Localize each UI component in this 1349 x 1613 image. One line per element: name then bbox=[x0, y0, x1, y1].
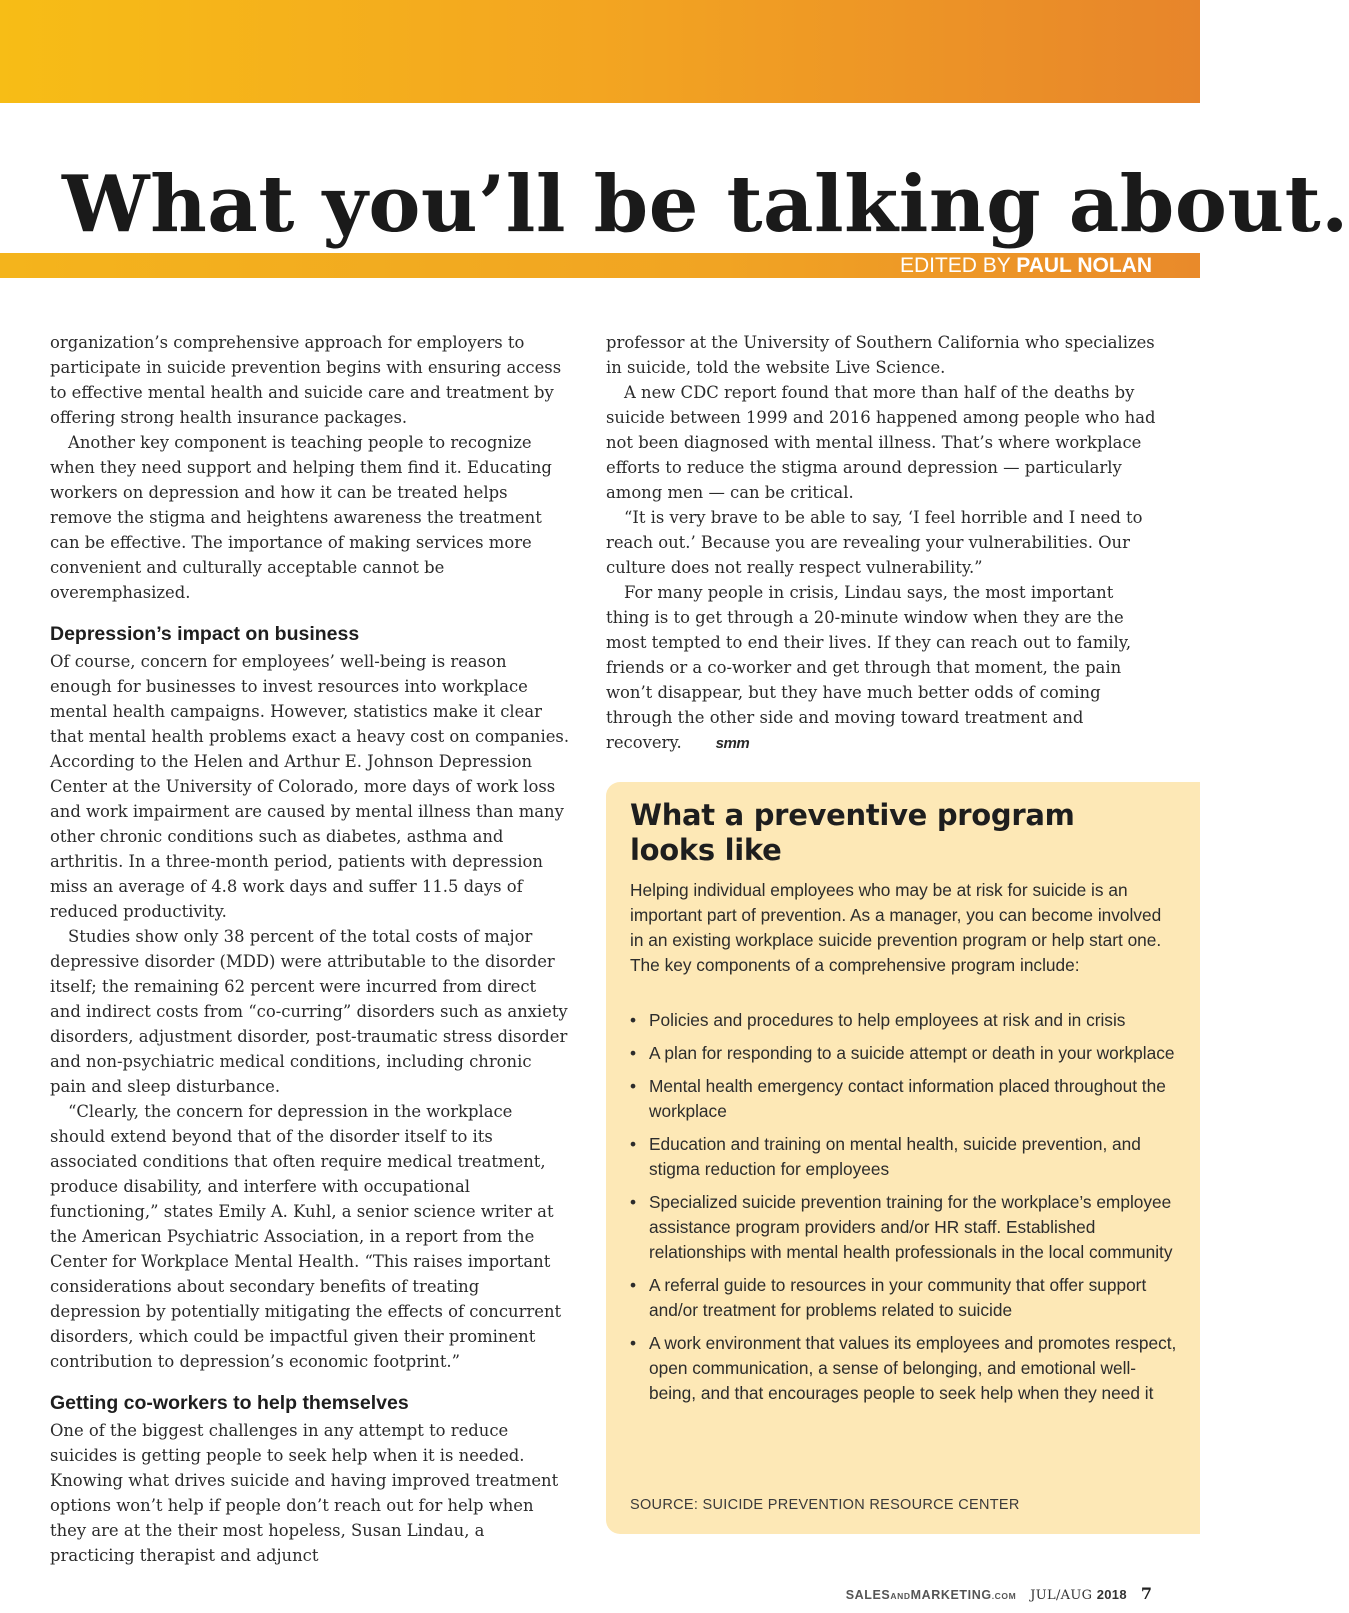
body-paragraph: A new CDC report found that more than half of the deaths by suicide between 1999 and 2016 happened among people who had not been diagnosed with mental illness. That’s where workplace efforts to reduce the stigma around depression — particularly among men — can be critical. bbox=[606, 383, 1156, 502]
site-part: .COM bbox=[991, 1591, 1017, 1601]
bullet-icon: • bbox=[630, 1076, 637, 1096]
sidebar-source: SOURCE: SUICIDE PREVENTION RESOURCE CENTER bbox=[630, 1497, 1020, 1513]
site-part: MARKETING bbox=[910, 1588, 992, 1602]
site-part: AND bbox=[890, 1591, 911, 1601]
list-item-text: A plan for responding to a suicide attempt or death in your workplace bbox=[649, 1043, 1175, 1063]
sidebar-intro: Helping individual employees who may be at risk for suicide is an important part of prevention. As a manager, you can become involved in an existing workplace suicide prevention program or help start one. The key components of a comprehensive program include: bbox=[630, 880, 1162, 975]
editor-name: PAUL NOLAN bbox=[1016, 254, 1152, 277]
issue-date bbox=[1030, 1587, 1127, 1603]
sidebar-list bbox=[630, 1008, 1180, 1414]
body-paragraph-text: For many people in crisis, Lindau says, the most important thing is to get through a 20-minute window when they are the most tempted to end their lives. If they can reach out to family, friends or a co-worker and get through that moment, the pain won’t disappear, but they have much better odds of coming through the other side and moving toward treatment and recovery. bbox=[606, 583, 1132, 752]
body-paragraph-last bbox=[606, 580, 1160, 756]
smm-end-mark: smm bbox=[715, 735, 750, 752]
body-paragraph: professor at the University of Southern California who specializes in suicide, told the website Live Science. bbox=[606, 333, 1155, 377]
sidebar-title: What a preventive program looks like bbox=[630, 798, 1075, 867]
right-column bbox=[606, 330, 1160, 756]
body-paragraph: organization’s comprehensive approach for employers to participate in suicide prevention begins with ensuring access to effective mental health and suicide care and treatment by offering strong health insurance packages. bbox=[50, 333, 562, 427]
body-paragraph: Another key component is teaching people to recognize when they need support and helping them find it. Educating workers on depression and how it can be treated helps remove the stigma and heightens awareness the treatment can be effective. The importance of making services more convenient and culturally acceptable cannot be overemphasized. bbox=[50, 433, 552, 602]
body-paragraph: “Clearly, the concern for depression in the workplace should extend beyond that of the disorder itself to its associated conditions that often require medical treatment, produce disability, and interfere with occupational functioning,” states Emily A. Kuhl, a senior science writer at the American Psychiatric Association, in a report from the Center for Workplace Mental Health. “This raises important considerations about secondary benefits of treating depression by potentially mitigating the effects of concurrent disorders, which could be impactful given their prominent contribution to depression’s economic footprint.” bbox=[50, 1102, 562, 1371]
sidebar-box bbox=[606, 782, 1200, 1534]
body-paragraph: One of the biggest challenges in any attempt to reduce suicides is getting people to seek help when it is needed. Knowing what drives suicide and having improved treatment options won’t help if people don’t reach out for help when they are at the their most hopeless, Susan Lindau, a practicing therapist and adjunct bbox=[50, 1421, 559, 1565]
issue-month: JUL/AUG bbox=[1030, 1588, 1093, 1603]
body-paragraph: Of course, concern for employees’ well-being is reason enough for businesses to invest resources into workplace mental health campaigns. However, statistics make it clear that mental health problems exact a heavy cost on companies. According to the Helen and Arthur E. Johnson Depression Center at the University of Colorado, more days of work loss and work impairment are caused by mental illness than many other chronic conditions such as diabetes, asthma and arthritis. In a three-month period, patients with depression miss an average of 4.8 work days and suffer 11.5 days of reduced productivity. bbox=[50, 652, 570, 921]
list-item bbox=[630, 1273, 1180, 1323]
list-item bbox=[630, 1190, 1180, 1265]
edited-by-prefix: EDITED BY bbox=[899, 254, 1011, 277]
bullet-icon: • bbox=[630, 1192, 637, 1212]
section-heading: Depression’s impact on business bbox=[50, 623, 360, 645]
bullet-icon: • bbox=[630, 1275, 637, 1295]
bullet-icon: • bbox=[630, 1333, 637, 1353]
edited-by-credit bbox=[900, 255, 1152, 277]
list-item-text: Mental health emergency contact information placed throughout the workplace bbox=[649, 1076, 1166, 1121]
list-item-text: Policies and procedures to help employees at risk and in crisis bbox=[649, 1010, 1126, 1030]
bullet-icon: • bbox=[630, 1010, 637, 1030]
issue-year: 2018 bbox=[1096, 1587, 1127, 1602]
body-paragraph: Studies show only 38 percent of the total costs of major depressive disorder (MDD) were attributable to the disorder itself; the remaining 62 percent were incurred from direct and indirect costs from “co-curring” disorders such as anxiety disorders, adjustment disorder, post-traumatic stress disorder and non-psychiatric medical conditions, including chronic pain and sleep disturbance. bbox=[50, 927, 568, 1096]
list-item bbox=[630, 1074, 1180, 1124]
list-item-text: Specialized suicide prevention training for the workplace’s employee assistance program providers and/or HR staff. Established relationships with mental health professionals in the local community bbox=[649, 1192, 1173, 1262]
list-item bbox=[630, 1008, 1180, 1033]
body-paragraph: “It is very brave to be able to say, ‘I feel horrible and I need to reach out.’ Because you are revealing your vulnerabilities. Our culture does not really respect vulnerability.” bbox=[606, 508, 1143, 577]
list-item-text: A work environment that values its employees and promotes respect, open communication, a sense of belonging, and emotional well-being, and that encourages people to seek help when they need it bbox=[649, 1333, 1177, 1403]
left-column bbox=[50, 330, 570, 1568]
section-heading: Getting co-workers to help themselves bbox=[50, 1392, 409, 1414]
list-item-text: Education and training on mental health, suicide prevention, and stigma reduction for employees bbox=[649, 1134, 1141, 1179]
list-item bbox=[630, 1331, 1180, 1406]
page-number: 7 bbox=[1140, 1584, 1152, 1603]
top-color-bar bbox=[0, 0, 1200, 103]
website-name bbox=[846, 1588, 1017, 1602]
list-item bbox=[630, 1041, 1180, 1066]
bullet-icon: • bbox=[630, 1134, 637, 1154]
site-part: SALES bbox=[845, 1588, 891, 1602]
page-title: What you’ll be talking about. bbox=[62, 159, 1349, 250]
page-footer bbox=[846, 1584, 1152, 1604]
list-item bbox=[630, 1132, 1180, 1182]
bullet-icon: • bbox=[630, 1043, 637, 1063]
list-item-text: A referral guide to resources in your community that offer support and/or treatment for problems related to suicide bbox=[649, 1275, 1147, 1320]
